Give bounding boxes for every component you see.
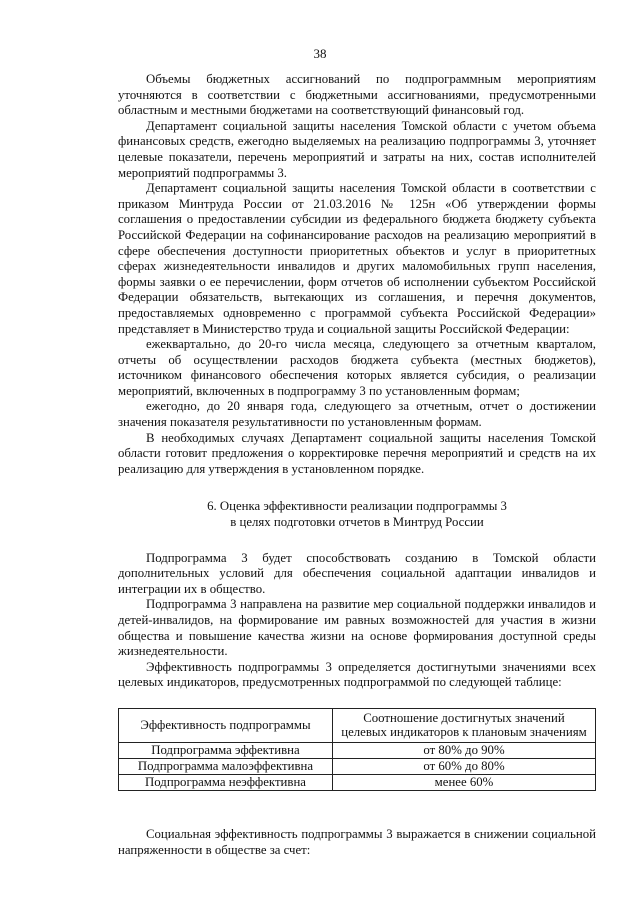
table-row: [119, 774, 596, 790]
spacer: [118, 791, 596, 827]
table-cell: менее 60%: [333, 774, 596, 790]
header-line: целевых индикаторов к плановым значениям: [341, 725, 587, 740]
table-cell: Подпрограмма малоэффективна: [119, 758, 333, 774]
document-body: [118, 72, 596, 858]
section-heading: [118, 499, 596, 530]
section-heading-line: в целях подготовки отчетов в Минтруд России: [230, 515, 484, 530]
paragraph: ежегодно, до 20 января года, следующего за отчетным, отчет о достижении значения показателя результативности по установленным формам.: [118, 399, 596, 430]
paragraph: В необходимых случаях Департамент социальной защиты населения Томской области готовит предложения о корректировке перечня мероприятий и средств на их реализацию для утверждения в установленном порядке.: [118, 430, 596, 476]
section-heading-line: 6. Оценка эффективности реализации подпрограммы 3: [207, 499, 507, 514]
paragraph: Социальная эффективность подпрограммы 3 выражается в снижении социальной напряженности в обществе за счет:: [118, 826, 596, 857]
paragraph: Подпрограмма 3 направлена на развитие мер социальной поддержки инвалидов и детей-инвалидов, на формирование им равных возможностей для участия в жизни общества и повышение качества жизни на основе формирования доступной среды жизнедеятельности.: [118, 597, 596, 659]
paragraph: Подпрограмма 3 будет способствовать созданию в Томской области дополнительных условий для обеспечения социальной адаптации инвалидов и интеграции их в общество.: [118, 550, 596, 596]
paragraph: Департамент социальной защиты населения Томской области с учетом объема финансовых средств, ежегодно выделяемых на реализацию подпрограммы 3, уточняет целевые показатели, перечень мероприятий и затраты на них, состав исполнителей мероприятий подпрограммы 3.: [118, 118, 596, 180]
table-header-cell: Эффективность подпрограммы: [119, 708, 333, 742]
paragraph: Эффективность подпрограммы 3 определяется достигнутыми значениями всех целевых индикаторов, предусмотренных подпрограммой по следующей таблице:: [118, 659, 596, 690]
table-cell: от 60% до 80%: [333, 758, 596, 774]
efficiency-table: [118, 708, 596, 791]
paragraph: Объемы бюджетных ассигнований по подпрограммным мероприятиям уточняются в соответствии с бюджетными ассигнованиями, предусмотренными областным и местными бюджетами на соответствующий финансовый год.: [118, 72, 596, 118]
paragraph: ежеквартально, до 20-го числа месяца, следующего за отчетным кварталом, отчеты об осуществлении расходов бюджета субъекта (местных бюджетов), источником финансового обеспечения которых является субсидия, о реализации мероприятий, включенных в подпрограмму 3 по установленным формам;: [118, 337, 596, 398]
table-header-cell: [333, 708, 596, 742]
table-cell: от 80% до 90%: [333, 742, 596, 758]
page-number: 38: [313, 46, 327, 61]
table-cell: Подпрограмма неэффективна: [119, 774, 333, 790]
table-row: [119, 758, 596, 774]
paragraph: Департамент социальной защиты населения Томской области в соответствии с приказом Минтруда России от 21.03.2016 № 125н «Об утверждении формы соглашения о предоставлении субсидии из федерального бюджета бюджету субъекта Российской Федерации на софинансирование расходов на реализацию мероприятий в сфере обеспечения доступности приоритетных объектов и услуг в приоритетных сферах жизнедеятельности инвалидов и других маломобильных групп населения, формы заявки о ее перечислении, форм отчетов об исполнении субъектом Российской Федерации обязательств, вытекающих из соглашения, и перечня документов, предоставляемых одновременно с программой субъекта Российской Федерации» представляет в Министерство труда и социальной защиты Российской Федерации:: [118, 181, 596, 336]
header-line: Соотношение достигнутых значений: [363, 710, 565, 725]
table-cell: Подпрограмма эффективна: [119, 742, 333, 758]
table-row: [119, 742, 596, 758]
table-header-row: [119, 708, 596, 742]
